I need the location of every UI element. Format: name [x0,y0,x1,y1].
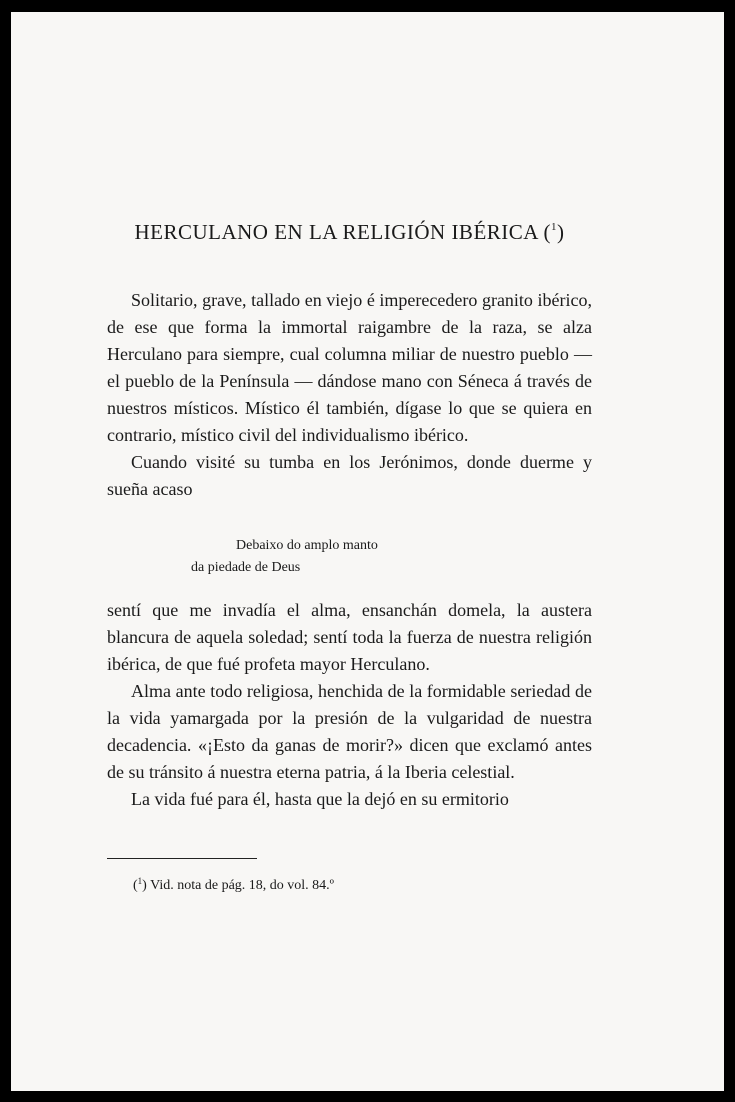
body-text-bottom [107,597,592,813]
footnote-text: Vid. nota de pág. 18, do vol. 84.º [146,878,335,893]
footnote-close: ) [142,878,147,893]
verse-quote [191,535,378,579]
chapter-title [107,220,592,245]
footnote [133,876,334,894]
paragraph-3: sentí que me invadía el alma, ensanchán domela, la austera blancura de aquela soledad; sentí toda la fuerza de nuestra religión ibérica, de que fué profeta mayor Herculano. [107,600,592,674]
footnote-open: ( [133,878,138,893]
body-text-top [107,287,592,503]
title-note-close: ) [557,220,565,244]
verse-line-2: da piedade de Deus [191,560,301,575]
paragraph-1: Solitario, grave, tallado en viejo é imperecedero granito ibérico, de ese que forma la immortal raigambre de la raza, se alza Herculano para siempre, cual columna miliar de nuestro pueblo — el pueblo de la Península — dándose mano con Séneca á través de nuestros místicos. Místico él también, dígase lo que se quiera en contrario, místico civil del individualismo ibérico. [107,290,592,445]
paragraph-5: La vida fué para él, hasta que la dejó en su ermitorio [131,789,509,809]
paragraph-4: Alma ante todo religiosa, henchida de la formidable seriedad de la vida yamargada por la presión de la vulgaridad de nuestra decadencia. «¡Esto da ganas de morir?» dicen que exclamó antes de su tránsito á nuestra eterna patria, á la Iberia celestial. [107,681,592,782]
footnote-divider [107,858,257,859]
book-page [11,12,724,1091]
title-note-open: ( [543,220,552,244]
footnote-number: 1 [137,876,143,886]
verse-line-1: Debaixo do amplo manto [236,538,378,553]
paragraph-2: Cuando visité su tumba en los Jerónimos, donde duerme y sueña acaso [107,452,592,499]
chapter-title-text: HERCULANO EN LA RELIGIÓN IBÉRICA [134,220,538,244]
title-note-number: 1 [551,221,558,233]
